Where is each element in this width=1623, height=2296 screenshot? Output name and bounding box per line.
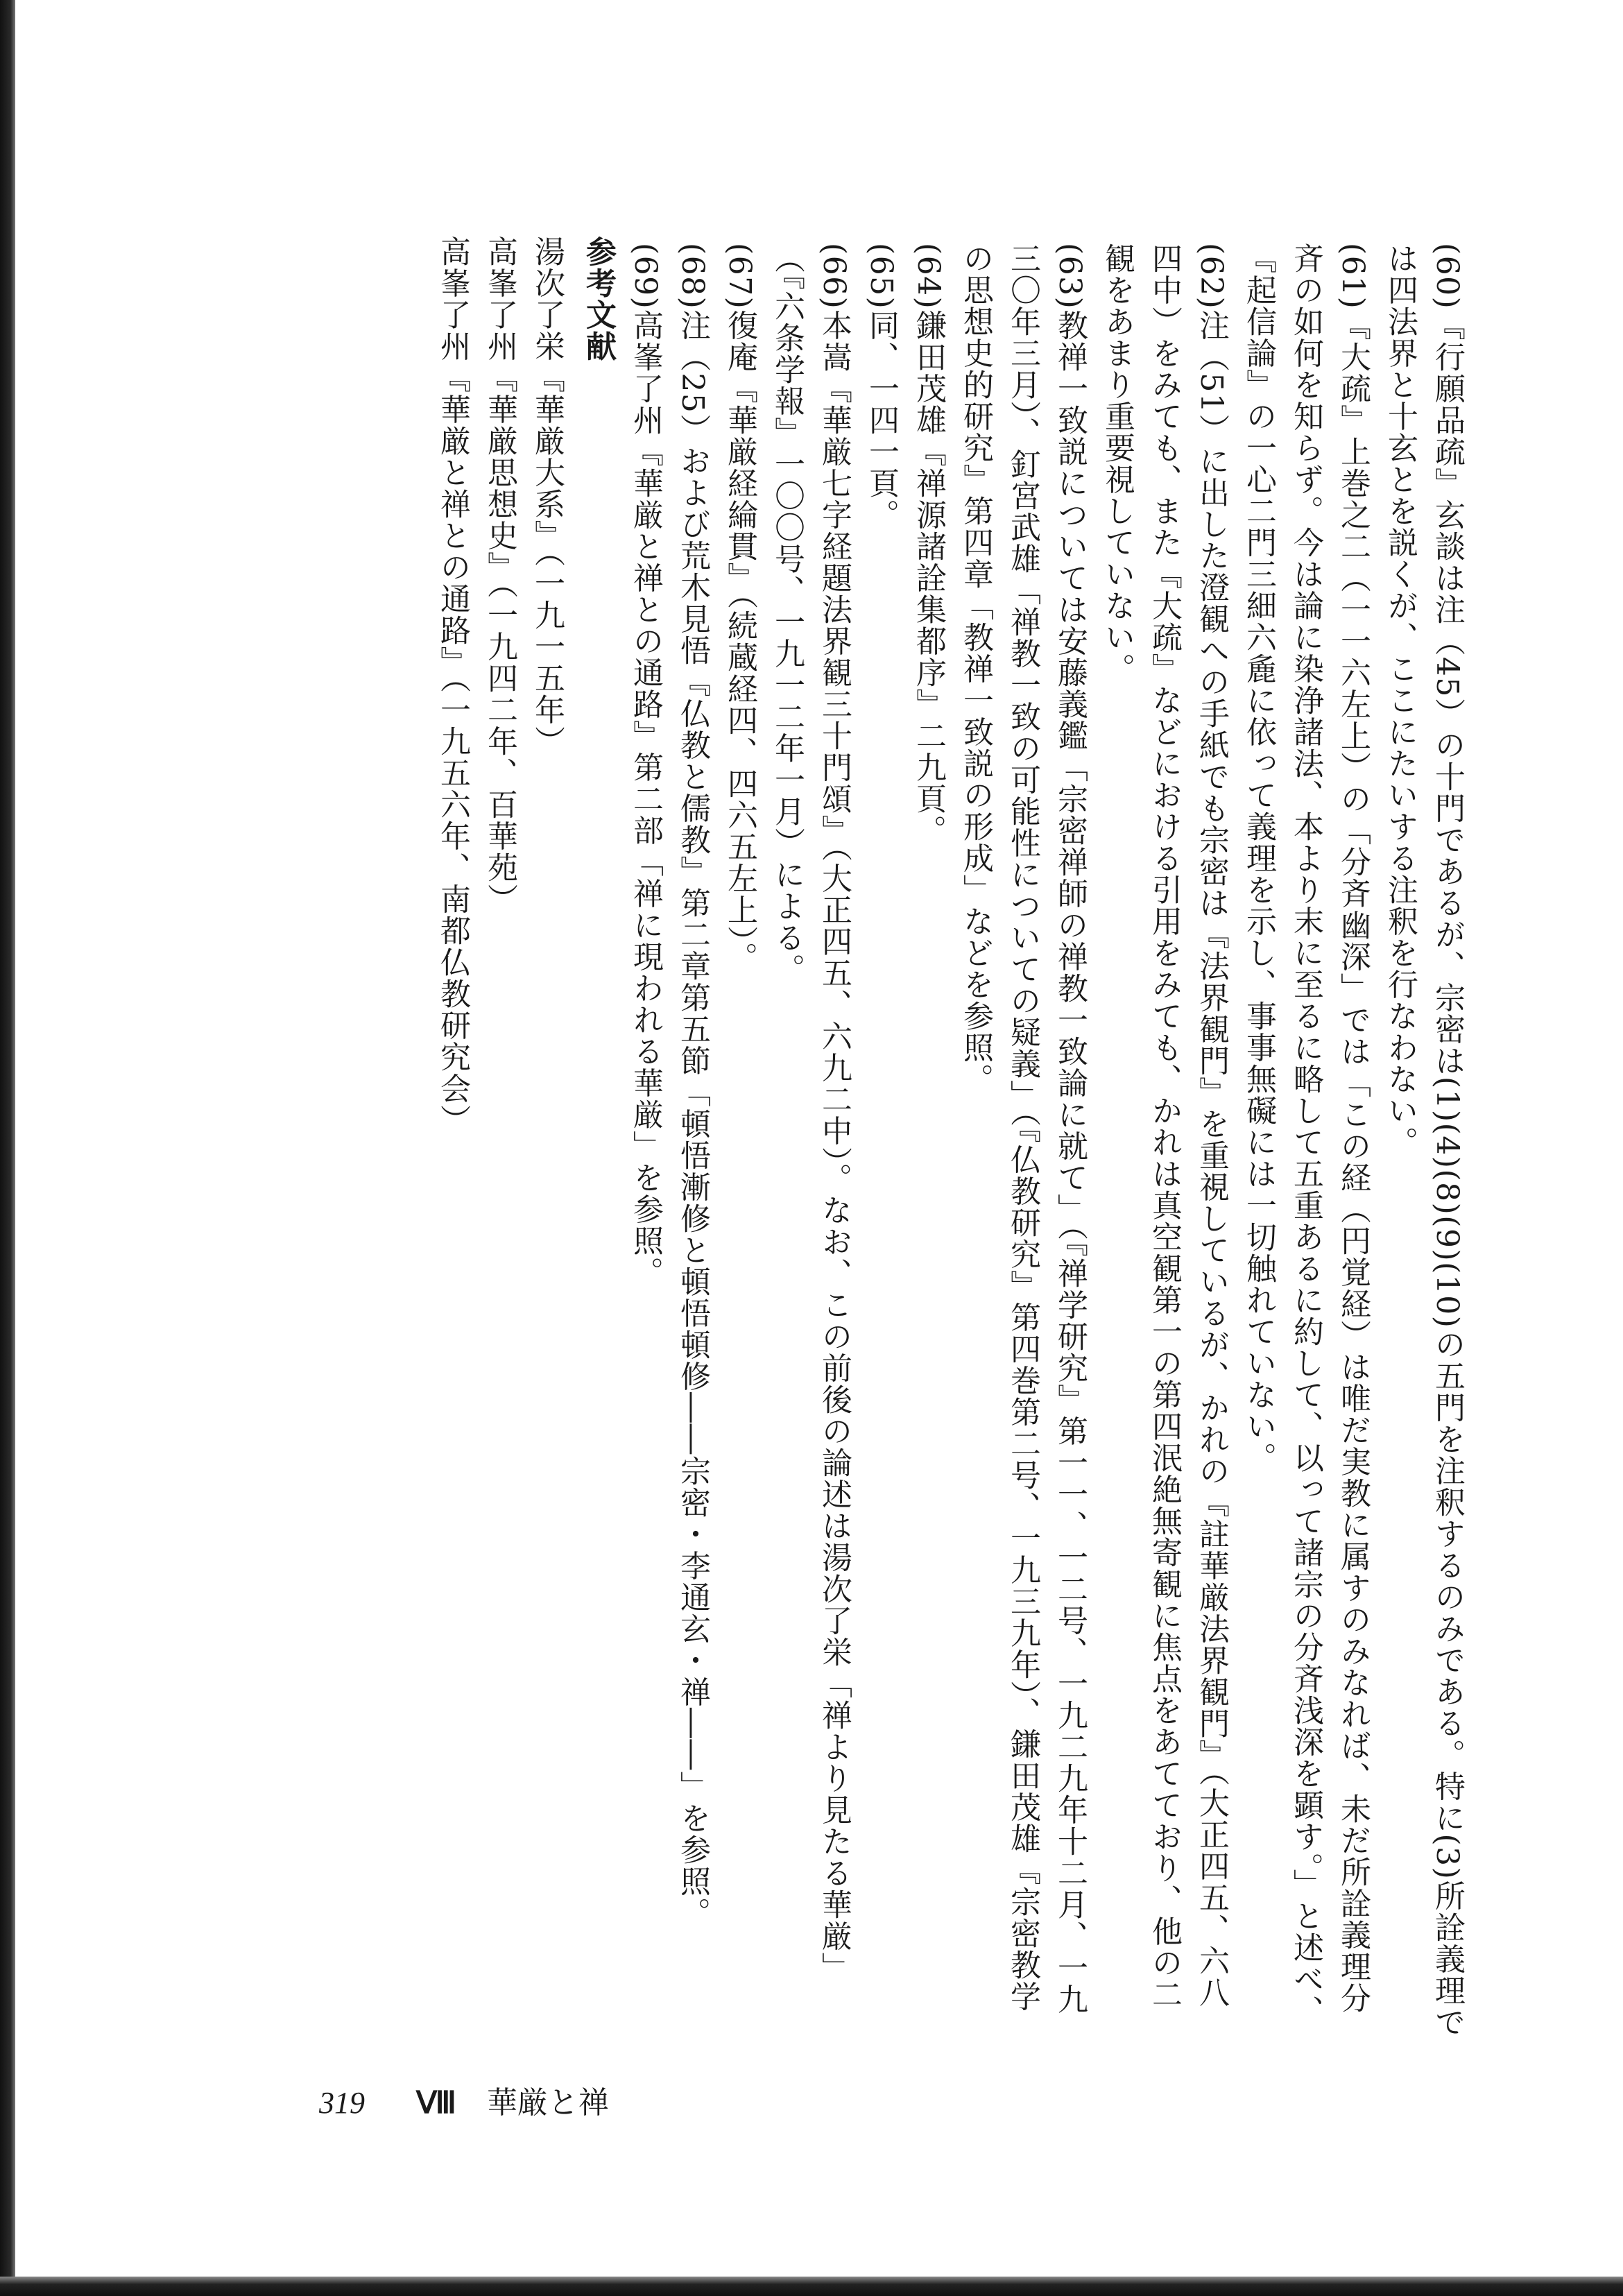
- note-68: [669, 236, 716, 2039]
- note-text: 教禅一致説については安藤義鑑「宗密禅師の禅教一致論に就て」（『禅学研究』第一一、一二号、一九二九年十二月、一九三〇年三月）、釘宮武雄「禅教一致の可能性についての疑義」（『仏教研究』第四巻第二号、一九三九年）、鎌田茂雄『宗密教学の思想史的研究』第四章「教禅一致説の形成」などを参照。: [958, 243, 1088, 2015]
- note-text: 鎌田茂雄『禅源諸詮集都序』二九頁。: [911, 309, 946, 846]
- chapter-numeral: Ⅷ: [416, 2086, 456, 2120]
- note-number: (68): [675, 243, 710, 310]
- note-text: 同、一四一頁。: [864, 309, 899, 531]
- reference-item: 高峯了州『華厳思想史』（一九四二年、百華苑）: [482, 236, 517, 915]
- reference-item: 高峯了州『華厳と禅との通路』（一九五六年、南都仏教研究会）: [435, 236, 470, 1136]
- note-number: (62): [1194, 243, 1229, 310]
- note-60: [1376, 236, 1470, 2039]
- page-footer: [319, 2082, 735, 2124]
- note-69: [621, 236, 669, 2039]
- note-number: (69): [628, 243, 663, 310]
- scan-edge-bottom: [0, 2277, 1623, 2296]
- note-64: [904, 236, 952, 2039]
- page-number: 319: [319, 2086, 365, 2120]
- note-number: (65): [864, 243, 899, 310]
- note-65: [857, 236, 904, 2039]
- note-62: [1093, 236, 1235, 2039]
- note-number: (61): [1335, 243, 1371, 310]
- note-text: 注（51）に出した澄観への手紙でも宗密は『法界観門』を重視しているが、かれの『註華厳法界観門』（大正四五、六八四中）をみても、また『大疏』などにおける引用をみても、かれは真空観第一の第四泯絶無寄観に焦点をあてており、他の二観をあまり重要視していない。: [1099, 243, 1229, 2010]
- notes-text-block: [236, 236, 1470, 2039]
- note-text: 注（25）および荒木見悟『仏教と儒教』第二章第五節「頓悟漸修と頓悟頓修――宗密・李通玄・禅――」を参照。: [675, 309, 710, 1929]
- note-number: (60): [1429, 243, 1465, 310]
- note-67: [716, 236, 763, 2039]
- note-63: [952, 236, 1093, 2039]
- note-61: [1235, 236, 1376, 2039]
- references-heading: 参考文献: [581, 236, 616, 362]
- note-text: 高峯了州『華厳と禅との通路』第二部「禅に現われる華厳」を参照。: [628, 309, 663, 1288]
- note-number: (63): [1052, 243, 1088, 310]
- scan-edge-left: [0, 0, 15, 2296]
- note-number: (67): [722, 243, 757, 310]
- note-number: (64): [911, 243, 946, 310]
- note-text: 『行願品疏』玄談は注（45）の十門であるが、宗密は(1)(4)(8)(9)(10)の五門を注釈するのみである。特に(3)所詮義理では四法界と十玄とを説くが、ここにたいする注釈を行なわない。: [1382, 243, 1465, 2038]
- note-text: 『大疏』上巻之二（一一六左上）の「分斉幽深」では「この経（円覚経）は唯だ実教に属すのみなれば、未だ所詮義理分斉の如何を知らず。今は論に染浄諸法、本より末に至るに略して五重あるに約して、以って諸宗の分斉浅深を顕す。」と述べ、『起信論』の一心二門三細六麁に依って義理を示し、事事無礙には一切触れていない。: [1241, 243, 1371, 2027]
- note-number: (66): [816, 243, 852, 310]
- note-text: 復庵『華厳経綸貫』（続蔵経四、四六五左上）。: [722, 309, 757, 974]
- reference-item: 湯次了栄『華厳大系』（一九一五年）: [529, 236, 565, 757]
- chapter-title: 華厳と禅: [486, 2085, 609, 2121]
- note-66: [763, 236, 857, 2039]
- note-text: 本嵩『華厳七字経題法界観三十門頌』（大正四五、六九二中）。なお、この前後の論述は湯次了栄「禅より見たる華厳」（『六条学報』一〇〇号、一九一二年一月）による。: [769, 243, 852, 1984]
